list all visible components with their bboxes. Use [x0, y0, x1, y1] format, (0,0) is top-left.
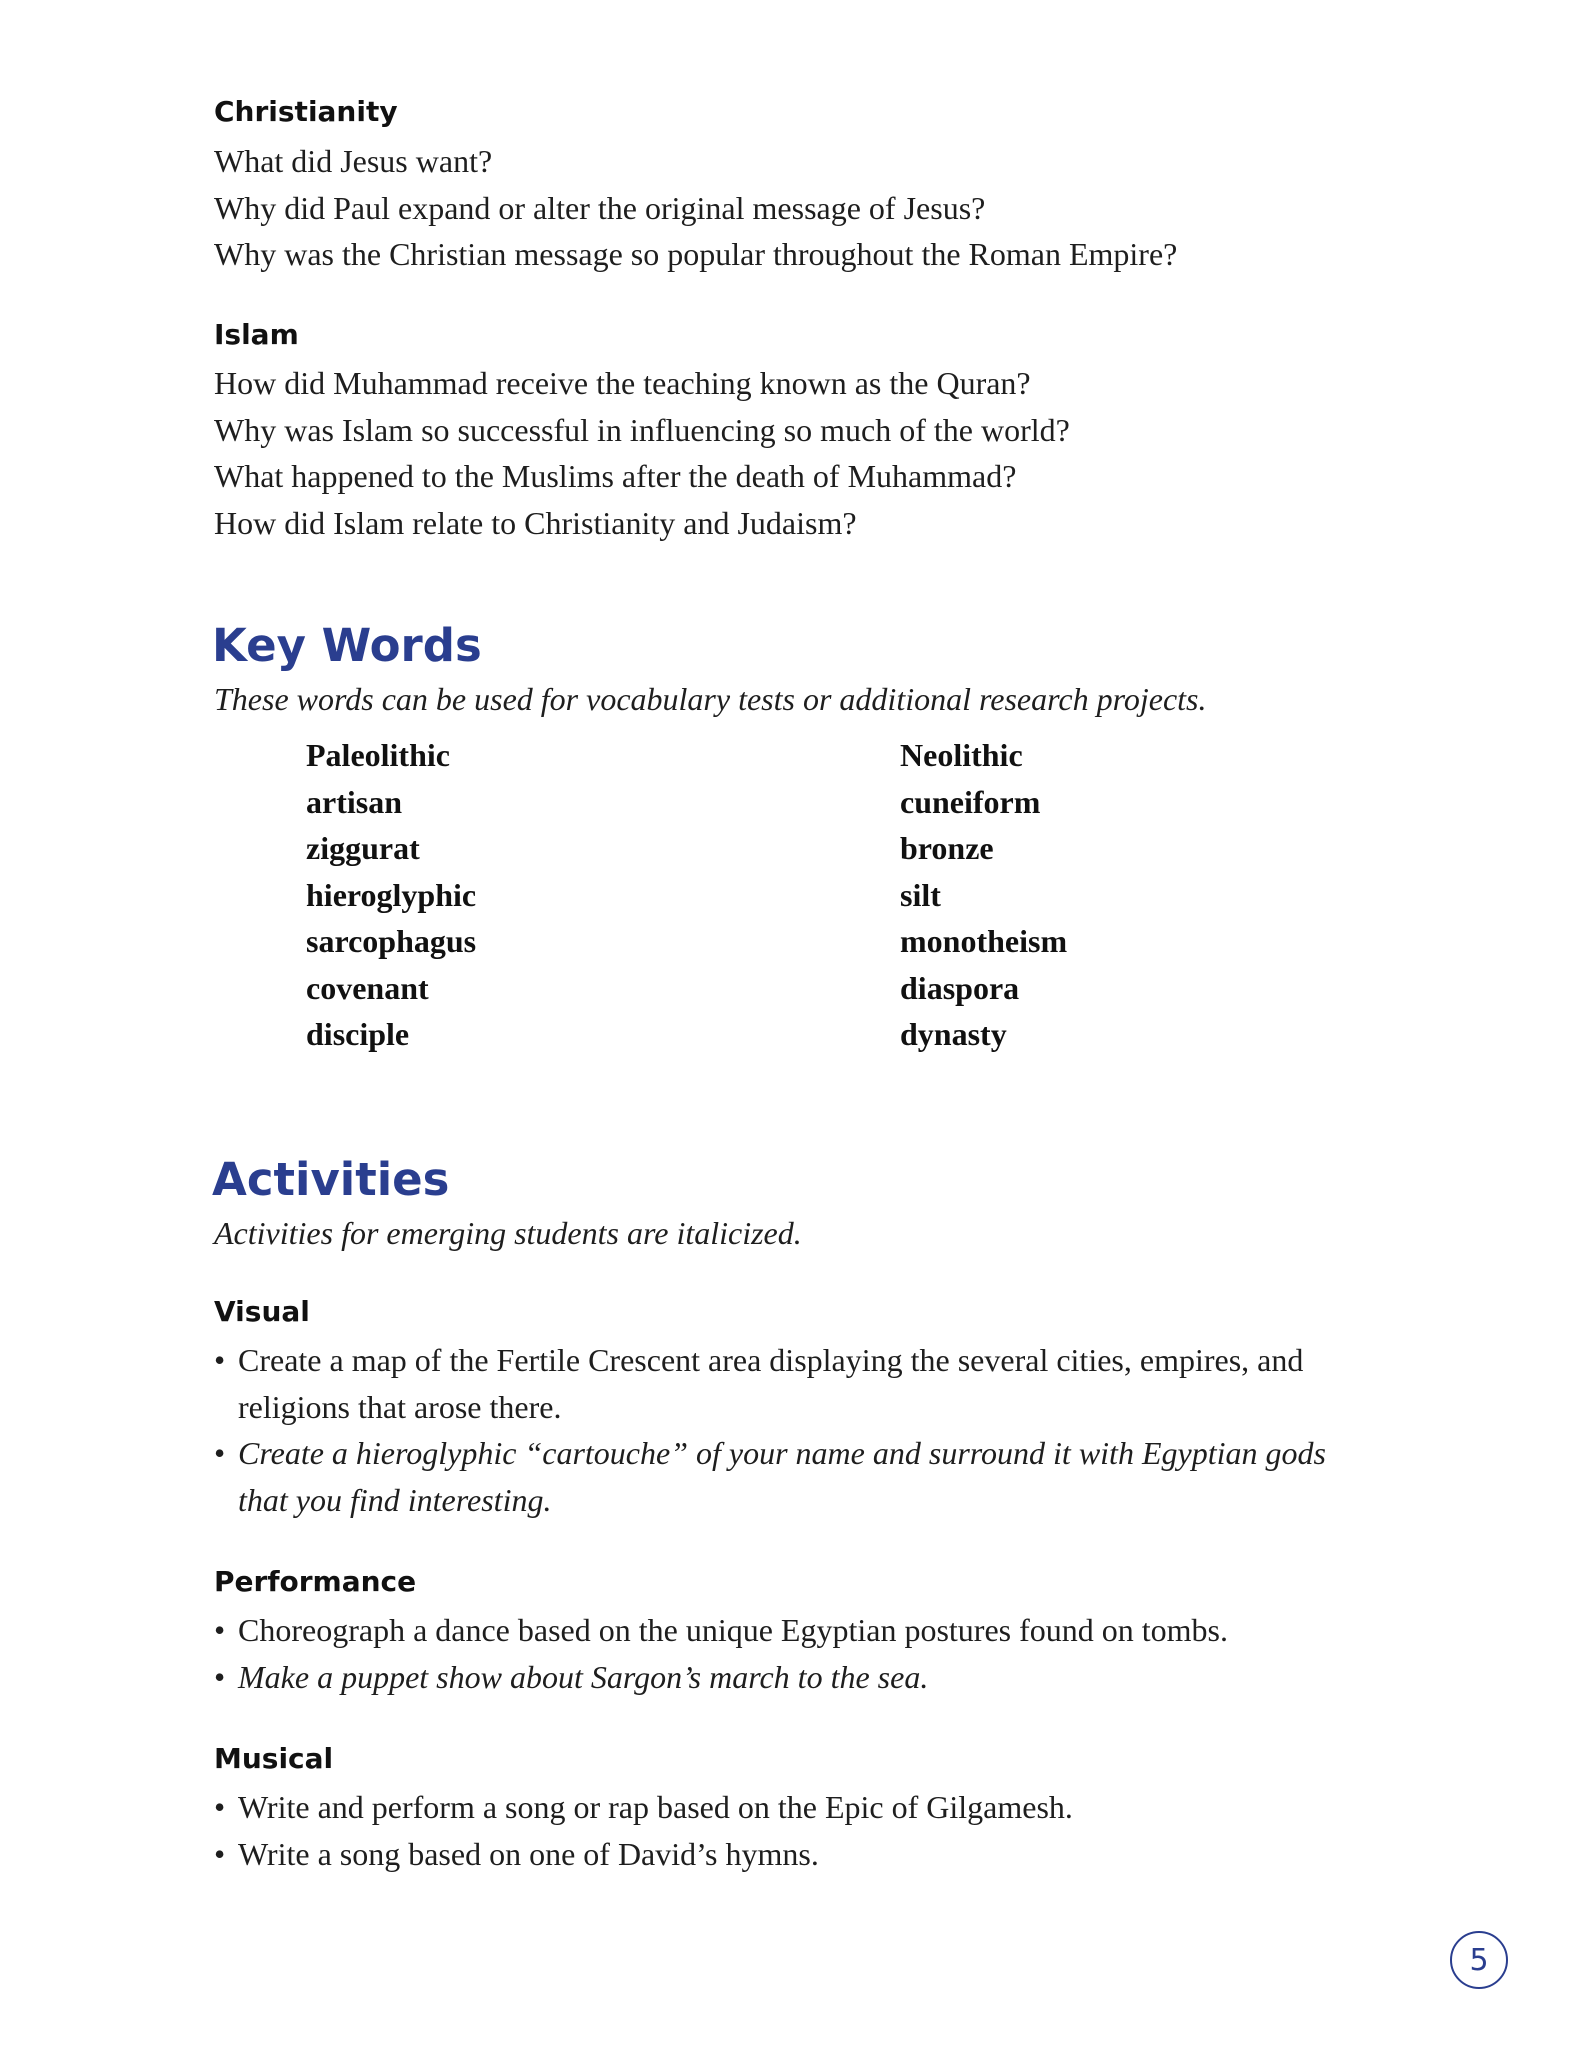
question-item: What happened to the Muslims after the death of Muhammad? [214, 458, 1017, 494]
visual-activities-list [214, 1337, 1344, 1523]
islam-heading: Islam [214, 318, 299, 351]
performance-activities-list [214, 1607, 1344, 1700]
bullet-icon: • [214, 1835, 226, 1872]
musical-heading: Musical [214, 1742, 334, 1775]
question-item: What did Jesus want? [214, 143, 493, 179]
key-word: covenant [306, 969, 429, 1006]
list-item [214, 1337, 1344, 1430]
key-word: dynasty [900, 1016, 1007, 1052]
activity-text: Make a puppet show about Sargon’s march to the sea. [238, 1658, 929, 1695]
activity-text: Create a map of the Fertile Crescent area displaying the several cities, empires, and religions that arose there. [238, 1342, 1304, 1425]
islam-questions [214, 360, 1070, 546]
activity-text: Write and perform a song or rap based on the Epic of Gilgamesh. [238, 1789, 1073, 1825]
list-item [214, 1784, 1344, 1831]
activities-title: Activities [212, 1153, 450, 1206]
question-item: Why did Paul expand or alter the original message of Jesus? [214, 189, 986, 226]
key-words-right-column [900, 732, 1067, 1058]
key-word: bronze [900, 830, 994, 866]
performance-heading: Performance [214, 1565, 417, 1598]
christianity-heading: Christianity [214, 95, 398, 128]
visual-heading: Visual [214, 1295, 310, 1328]
question-item: Why was Islam so successful in influencing so much of the world? [214, 411, 1070, 448]
list-item [214, 1831, 1344, 1878]
activity-text: Write a song based on one of David’s hymns. [238, 1835, 819, 1872]
key-word: diaspora [900, 969, 1020, 1006]
musical-activities-list [214, 1784, 1344, 1877]
list-item [214, 1430, 1344, 1523]
key-word: silt [900, 876, 941, 913]
key-word: cuneiform [900, 783, 1041, 820]
bullet-icon: • [214, 1789, 226, 1825]
list-item [214, 1654, 1344, 1701]
list-item [214, 1607, 1344, 1654]
key-words-left-column [306, 732, 476, 1058]
key-words-intro: These words can be used for vocabulary tests or additional research projects. [214, 681, 1207, 717]
activities-intro: Activities for emerging students are italicized. [214, 1215, 802, 1251]
bullet-icon: • [214, 1612, 226, 1648]
activity-text: Choreograph a dance based on the unique Egyptian postures found on tombs. [238, 1612, 1228, 1648]
key-words-title: Key Words [212, 619, 482, 672]
christianity-questions [214, 138, 1177, 278]
key-word: sarcophagus [306, 923, 477, 959]
key-word: Paleolithic [306, 737, 450, 773]
bullet-icon: • [214, 1435, 226, 1471]
key-word: Neolithic [900, 737, 1023, 773]
key-word: ziggurat [306, 830, 420, 866]
page-number: 5 [1450, 1931, 1508, 1989]
bullet-icon: • [214, 1658, 226, 1695]
key-word: monotheism [900, 923, 1068, 959]
key-word: hieroglyphic [306, 876, 477, 913]
question-item: Why was the Christian message so popular throughout the Roman Empire? [214, 236, 1178, 272]
key-word: disciple [306, 1016, 410, 1052]
key-word: artisan [306, 783, 402, 820]
activity-text: Create a hieroglyphic “cartouche” of your name and surround it with Egyptian gods that you find interesting. [238, 1435, 1326, 1518]
question-item: How did Muhammad receive the teaching known as the Quran? [214, 365, 1031, 401]
bullet-icon: • [214, 1342, 226, 1378]
question-item: How did Islam relate to Christianity and Judaism? [214, 504, 857, 541]
